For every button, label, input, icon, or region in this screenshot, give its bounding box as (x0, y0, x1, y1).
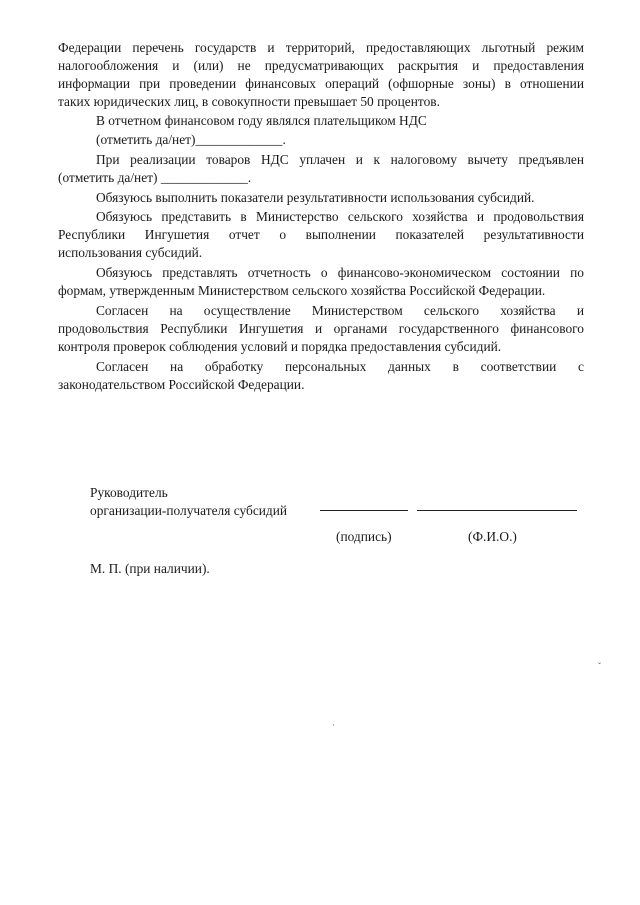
text-line: Федерации перечень государств и территорий, предоставляющих льготный режим (58, 40, 584, 55)
text-line: таких юридических лиц, в совокупности превышает 50 процентов. (58, 94, 440, 109)
paragraph-offshore (58, 39, 584, 111)
signature-block (90, 484, 590, 544)
name-field-line (417, 510, 577, 511)
text-line: Обязуюсь представить в Министерство сельского хозяйства и продовольствия (96, 209, 584, 224)
signature-field-line (320, 510, 408, 511)
paragraph-commitment-report (58, 208, 584, 262)
text-line: (отметить да/нет)_____________. (96, 132, 286, 147)
paragraph-consent-personal-data (58, 358, 584, 394)
paragraph-vat-payer (58, 112, 584, 130)
paragraph-vat-payer-answer (58, 131, 584, 149)
text-line: (отметить да/нет) _____________. (58, 170, 252, 185)
scan-speck: ˇ (598, 661, 601, 671)
text-line: продовольствия Республики Ингушетия и органами государственного финансового (58, 321, 584, 336)
text-line: При реализации товаров НДС уплачен и к налоговому вычету предъявлен (96, 152, 584, 167)
paragraph-commitment-reporting (58, 264, 584, 300)
text-line: контроля проверок соблюдения условий и порядка предоставления субсидий. (58, 339, 502, 354)
text-line: использования субсидий. (58, 245, 203, 260)
paragraph-consent-audit (58, 302, 584, 356)
paragraph-commitment-indicators (58, 189, 584, 207)
paragraph-vat-deduction (58, 151, 584, 187)
text-line: законодательством Российской Федерации. (58, 377, 305, 392)
text-line: Республики Ингушетия отчет о выполнении показателей результативности (58, 227, 584, 242)
text-line: налогообложения и (или) не предусматривающих раскрытия и предоставления (58, 58, 584, 73)
text-line: Обязуюсь представлять отчетность о финансово-экономическом состоянии по (96, 265, 584, 280)
stamp-note: М. П. (при наличии). (90, 561, 210, 576)
name-caption: (Ф.И.О.) (468, 529, 517, 544)
text-line: формам, утвержденным Министерством сельского хозяйства Российской Федерации. (58, 283, 546, 298)
signatory-title: Руководитель (90, 485, 168, 500)
text-line: информации при проведении финансовых операций (офшорные зоны) в отношении (58, 76, 584, 91)
document-body (58, 39, 584, 394)
text-line: Согласен на обработку персональных данных в соответствии с (96, 359, 584, 374)
signature-caption: (подпись) (336, 529, 392, 544)
scan-speck: · (332, 720, 335, 730)
signatory-organization: организации-получателя субсидий (90, 503, 288, 518)
text-line: Согласен на осуществление Министерством сельского хозяйства и (96, 303, 584, 318)
text-line: Обязуюсь выполнить показатели результативности использования субсидий. (96, 190, 535, 205)
text-line: В отчетном финансовом году являлся плательщиком НДС (96, 113, 427, 128)
